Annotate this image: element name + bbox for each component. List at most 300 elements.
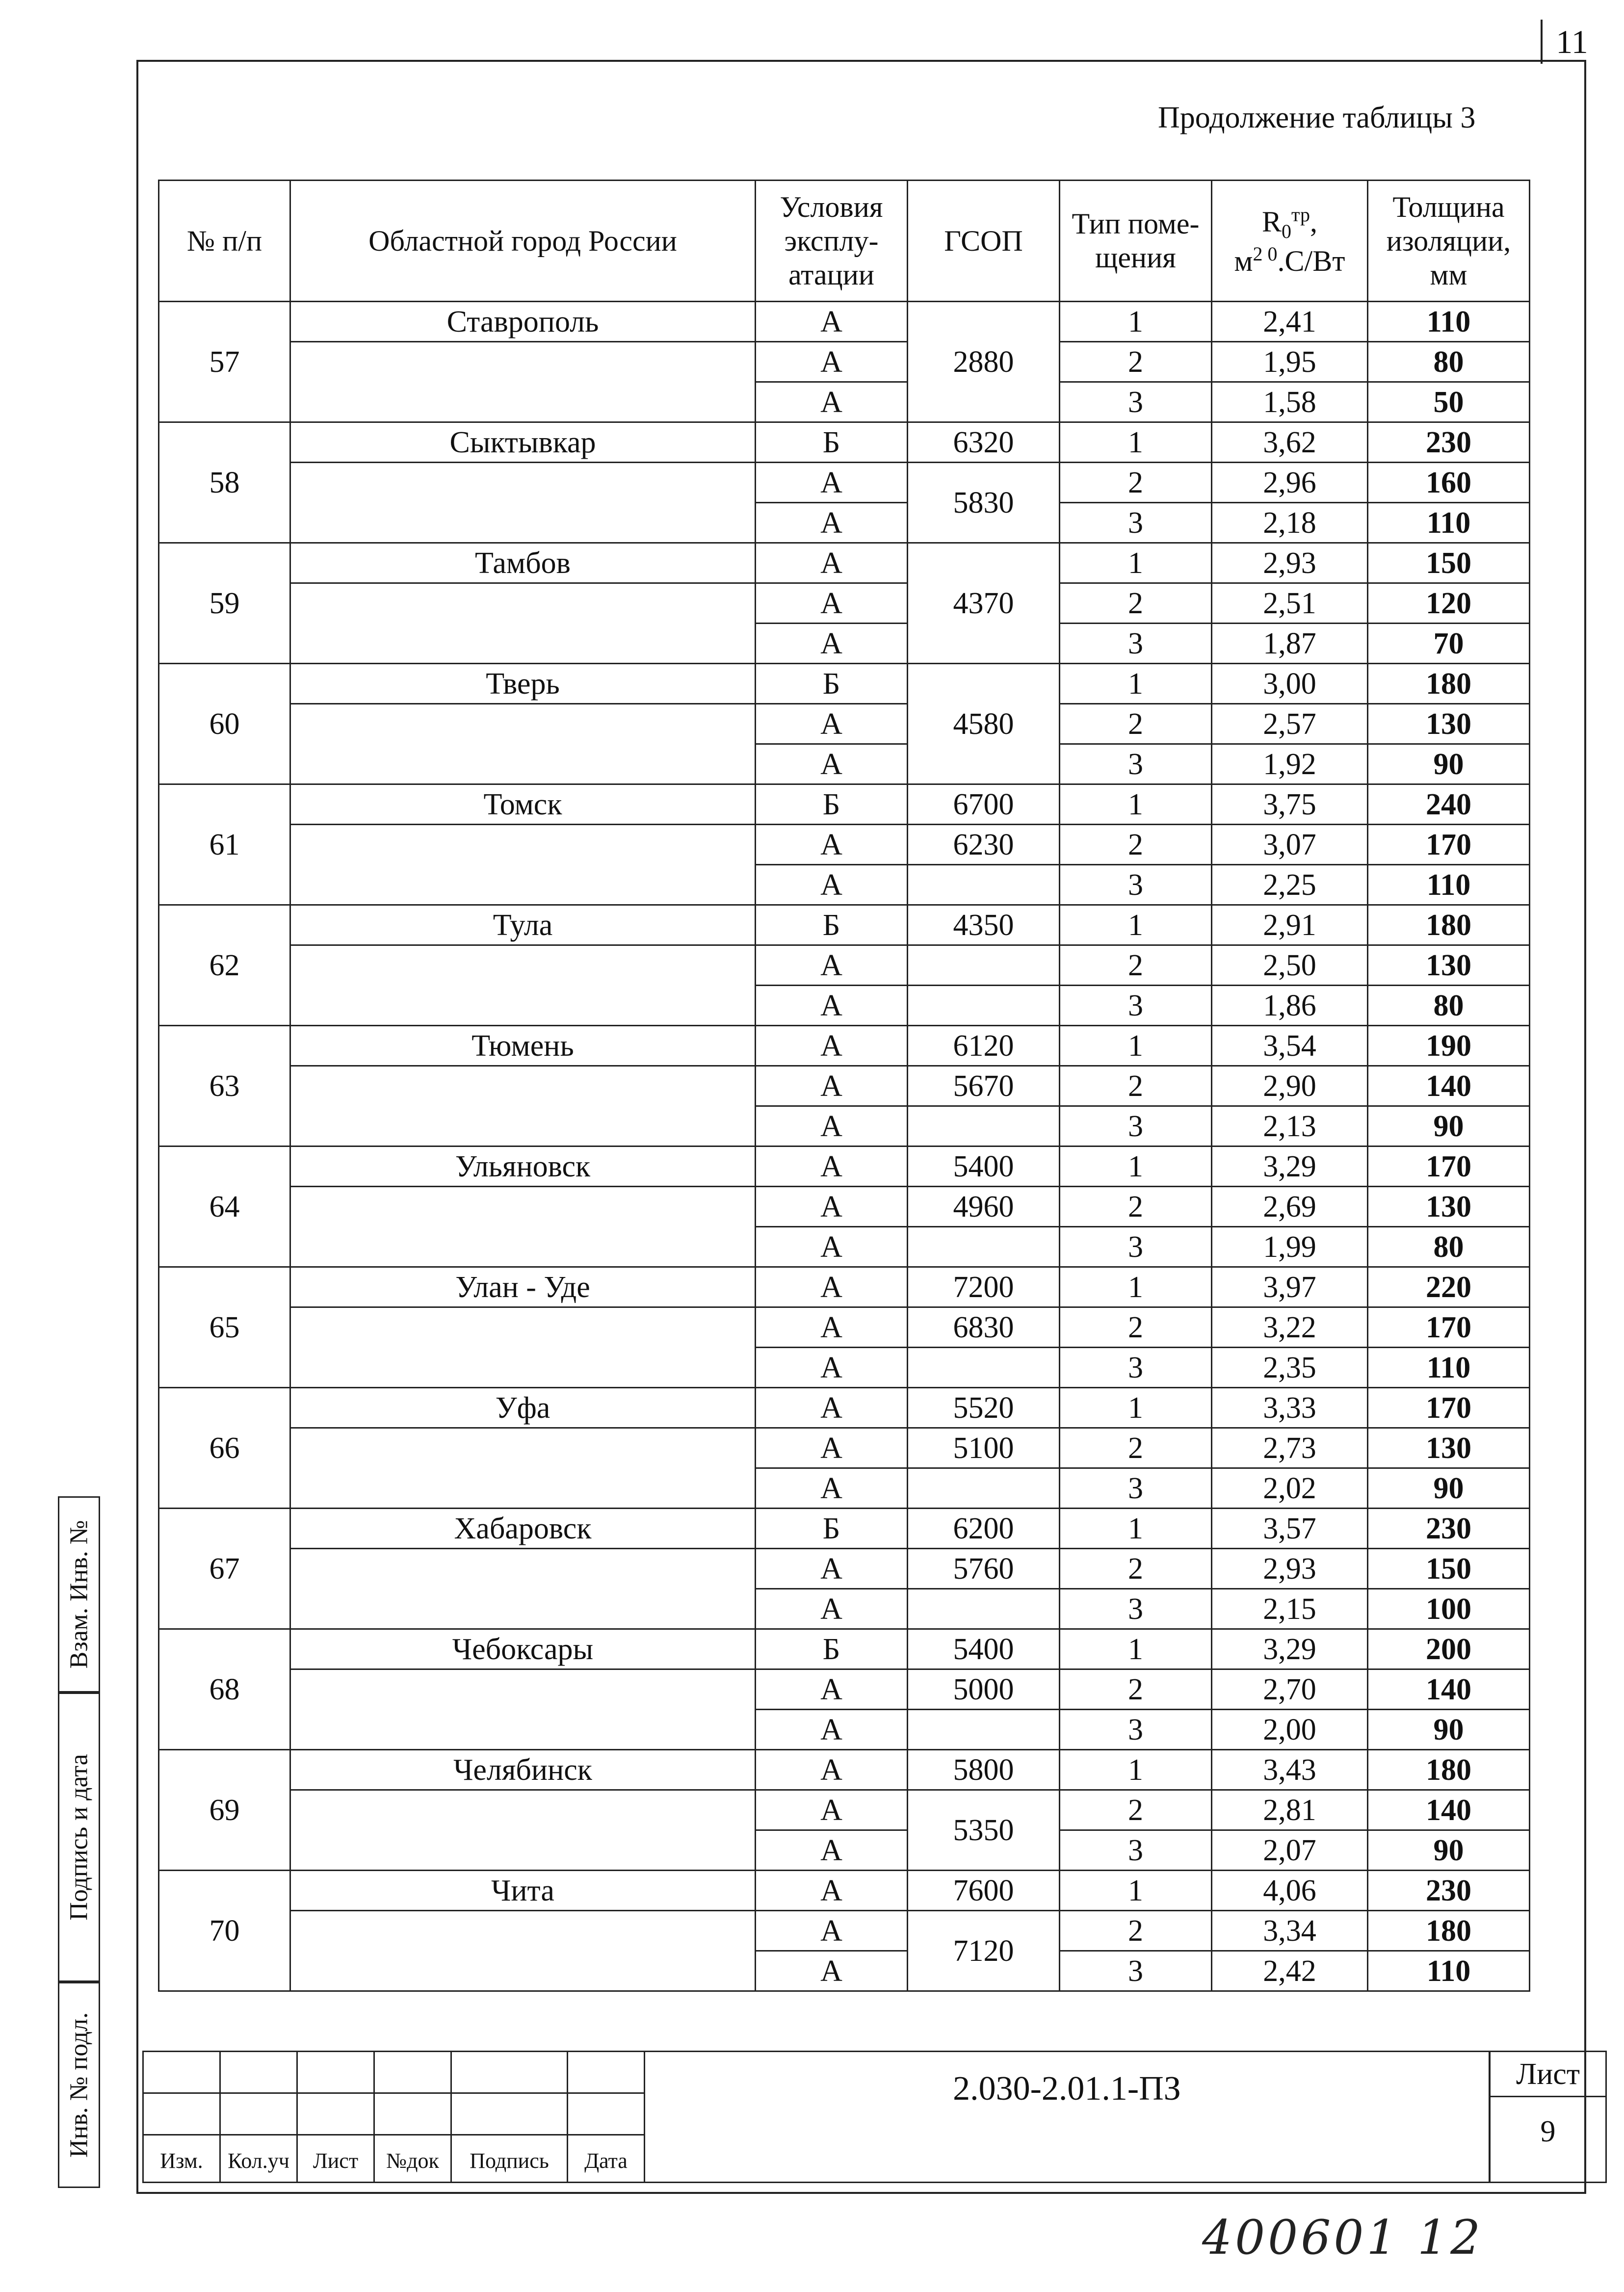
tb-cell (296, 2092, 375, 2136)
thickness-cell: 110 (1368, 302, 1530, 342)
thickness-cell: 90 (1368, 1710, 1530, 1750)
thickness-cell: 110 (1368, 1951, 1530, 1991)
gsop-cell (908, 986, 1060, 1026)
r0-cell: 1,86 (1212, 986, 1368, 1026)
conditions-cell: Б (756, 664, 908, 704)
sidebar-podpis-box (58, 1693, 100, 1982)
gsop-cell: 4370 (908, 543, 1060, 664)
thickness-cell: 170 (1368, 1146, 1530, 1187)
thickness-cell: 190 (1368, 1026, 1530, 1066)
city-empty (290, 1307, 756, 1388)
room-type-cell: 1 (1060, 664, 1212, 704)
room-type-cell: 3 (1060, 1951, 1212, 1991)
row-number: 66 (159, 1388, 290, 1509)
r0-cell: 1,92 (1212, 744, 1368, 784)
thickness-cell: 70 (1368, 624, 1530, 664)
conditions-cell: А (756, 825, 908, 865)
room-type-cell: 3 (1060, 744, 1212, 784)
table-row (159, 1509, 1530, 1549)
tb-cell (373, 2092, 452, 2136)
table-row (159, 583, 1530, 624)
room-type-cell: 1 (1060, 302, 1212, 342)
r0-cell: 3,34 (1212, 1911, 1368, 1951)
table-row (159, 1790, 1530, 1830)
table-row (159, 543, 1530, 583)
city-name: Тула (290, 905, 756, 945)
conditions-cell: А (756, 744, 908, 784)
room-type-cell: 3 (1060, 1830, 1212, 1871)
city-empty (290, 1549, 756, 1629)
r0-cell: 1,58 (1212, 382, 1368, 422)
thickness-cell: 230 (1368, 1509, 1530, 1549)
r0-cell: 3,00 (1212, 664, 1368, 704)
conditions-cell: А (756, 302, 908, 342)
r0-cell: 2,90 (1212, 1066, 1368, 1106)
gsop-cell (908, 1106, 1060, 1146)
room-type-cell: 1 (1060, 1267, 1212, 1307)
room-type-cell: 1 (1060, 1509, 1212, 1549)
tb-list-label: Лист (296, 2134, 375, 2183)
thickness-cell: 130 (1368, 945, 1530, 986)
thickness-cell: 90 (1368, 1830, 1530, 1871)
conditions-cell: А (756, 1428, 908, 1468)
thickness-cell: 80 (1368, 342, 1530, 382)
r0-cell: 2,15 (1212, 1589, 1368, 1629)
r0-cell: 3,75 (1212, 784, 1368, 825)
conditions-cell: Б (756, 1629, 908, 1669)
tb-izm-label: Изм. (142, 2134, 221, 2183)
handwritten-number: 400601 12 (1202, 2210, 1484, 2265)
gsop-cell: 6700 (908, 784, 1060, 825)
room-type-cell: 2 (1060, 1669, 1212, 1710)
city-name: Челябинск (290, 1750, 756, 1790)
table-row (159, 463, 1530, 503)
gsop-cell: 5000 (908, 1669, 1060, 1710)
thickness-cell: 170 (1368, 1388, 1530, 1428)
city-empty (290, 463, 756, 543)
table-row (159, 1388, 1530, 1428)
room-type-cell: 3 (1060, 1106, 1212, 1146)
thickness-cell: 110 (1368, 1348, 1530, 1388)
room-type-cell: 1 (1060, 784, 1212, 825)
conditions-cell: А (756, 1710, 908, 1750)
conditions-cell: А (756, 1790, 908, 1830)
sidebar-vzam-label: Взам. Инв. № (65, 1520, 93, 1669)
city-name: Уфа (290, 1388, 756, 1428)
city-empty (290, 1669, 756, 1750)
conditions-cell: А (756, 1267, 908, 1307)
thickness-cell: 80 (1368, 986, 1530, 1026)
r0-cell: 1,95 (1212, 342, 1368, 382)
city-empty (290, 583, 756, 664)
room-type-cell: 1 (1060, 905, 1212, 945)
gsop-cell: 7120 (908, 1911, 1060, 1991)
city-empty (290, 945, 756, 1026)
thickness-cell: 160 (1368, 463, 1530, 503)
gsop-cell: 5800 (908, 1750, 1060, 1790)
tb-podpis-label: Подпись (450, 2134, 568, 2183)
table-row (159, 664, 1530, 704)
room-type-cell: 3 (1060, 382, 1212, 422)
room-type-cell: 3 (1060, 986, 1212, 1026)
thickness-cell: 180 (1368, 664, 1530, 704)
header-thickness: Толщина изоляции, мм (1368, 181, 1530, 302)
table-row (159, 1066, 1530, 1106)
table-continuation-caption: Продолжение таблицы 3 (1158, 101, 1476, 134)
conditions-cell: А (756, 1911, 908, 1951)
room-type-cell: 1 (1060, 1388, 1212, 1428)
row-number: 59 (159, 543, 290, 664)
gsop-cell: 4350 (908, 905, 1060, 945)
room-type-cell: 1 (1060, 543, 1212, 583)
thickness-cell: 120 (1368, 583, 1530, 624)
city-empty (290, 825, 756, 905)
table-row (159, 422, 1530, 463)
room-type-cell: 3 (1060, 624, 1212, 664)
room-type-cell: 3 (1060, 1227, 1212, 1267)
conditions-cell: А (756, 865, 908, 905)
r0-cell: 2,25 (1212, 865, 1368, 905)
table-row (159, 1026, 1530, 1066)
city-empty (290, 1066, 756, 1146)
thickness-cell: 130 (1368, 1187, 1530, 1227)
gsop-cell (908, 1710, 1060, 1750)
conditions-cell: А (756, 1871, 908, 1911)
row-number: 58 (159, 422, 290, 543)
conditions-cell: А (756, 1187, 908, 1227)
gsop-cell: 4960 (908, 1187, 1060, 1227)
room-type-cell: 1 (1060, 1871, 1212, 1911)
room-type-cell: 1 (1060, 1146, 1212, 1187)
r0-cell: 3,29 (1212, 1629, 1368, 1669)
gsop-cell: 6200 (908, 1509, 1060, 1549)
room-type-cell: 2 (1060, 1066, 1212, 1106)
thickness-cell: 90 (1368, 1468, 1530, 1509)
thickness-cell: 90 (1368, 1106, 1530, 1146)
thickness-cell: 80 (1368, 1227, 1530, 1267)
table-row (159, 1146, 1530, 1187)
conditions-cell: А (756, 583, 908, 624)
room-type-cell: 1 (1060, 1750, 1212, 1790)
gsop-cell (908, 945, 1060, 986)
city-name: Тверь (290, 664, 756, 704)
tb-cell (567, 2051, 645, 2094)
conditions-cell: А (756, 1146, 908, 1187)
r0-cell: 2,41 (1212, 302, 1368, 342)
r0-cell: 2,57 (1212, 704, 1368, 744)
tb-cell (219, 2092, 298, 2136)
room-type-cell: 2 (1060, 1911, 1212, 1951)
table-row (159, 1750, 1530, 1790)
room-type-cell: 1 (1060, 1629, 1212, 1669)
r0-cell: 2,02 (1212, 1468, 1368, 1509)
conditions-cell: А (756, 1348, 908, 1388)
conditions-cell: А (756, 1951, 908, 1991)
thickness-cell: 140 (1368, 1790, 1530, 1830)
conditions-cell: А (756, 463, 908, 503)
r0-cell: 3,43 (1212, 1750, 1368, 1790)
gsop-cell: 6120 (908, 1026, 1060, 1066)
city-name: Сыктывкар (290, 422, 756, 463)
tb-cell (450, 2092, 568, 2136)
conditions-cell: А (756, 1026, 908, 1066)
table-row (159, 1428, 1530, 1468)
table-row (159, 704, 1530, 744)
room-type-cell: 2 (1060, 1187, 1212, 1227)
conditions-cell: Б (756, 905, 908, 945)
sidebar-vzam-box (58, 1496, 100, 1693)
room-type-cell: 2 (1060, 342, 1212, 382)
sheet-number: 9 (1489, 2096, 1607, 2183)
thickness-cell: 150 (1368, 1549, 1530, 1589)
city-empty (290, 1911, 756, 1991)
thickness-cell: 220 (1368, 1267, 1530, 1307)
sidebar-inv-box (58, 1982, 100, 2188)
conditions-cell: А (756, 1468, 908, 1509)
header-gsop: ГСОП (908, 181, 1060, 302)
row-number: 68 (159, 1629, 290, 1750)
r0-cell: 4,06 (1212, 1871, 1368, 1911)
city-empty (290, 1187, 756, 1267)
conditions-cell: А (756, 624, 908, 664)
gsop-cell: 5830 (908, 463, 1060, 543)
r0-cell: 3,07 (1212, 825, 1368, 865)
r0-cell: 2,18 (1212, 503, 1368, 543)
r0-cell: 2,81 (1212, 1790, 1368, 1830)
thickness-cell: 180 (1368, 1750, 1530, 1790)
conditions-cell: А (756, 1549, 908, 1589)
r0-cell: 3,57 (1212, 1509, 1368, 1549)
gsop-cell: 4580 (908, 664, 1060, 784)
gsop-cell: 5100 (908, 1428, 1060, 1468)
conditions-cell: А (756, 1066, 908, 1106)
thickness-cell: 170 (1368, 825, 1530, 865)
conditions-cell: А (756, 1669, 908, 1710)
gsop-cell: 7200 (908, 1267, 1060, 1307)
conditions-cell: Б (756, 422, 908, 463)
row-number: 67 (159, 1509, 290, 1629)
thickness-cell: 140 (1368, 1669, 1530, 1710)
row-number: 62 (159, 905, 290, 1026)
conditions-cell: А (756, 1589, 908, 1629)
tb-cell (142, 2092, 221, 2136)
tb-cell (373, 2051, 452, 2094)
thickness-cell: 240 (1368, 784, 1530, 825)
conditions-cell: А (756, 986, 908, 1026)
city-empty (290, 704, 756, 784)
r0-cell: 2,00 (1212, 1710, 1368, 1750)
city-name: Хабаровск (290, 1509, 756, 1549)
r0-cell: 2,69 (1212, 1187, 1368, 1227)
gsop-cell (908, 1468, 1060, 1509)
header-r0: $R_0^{тр}$, $м^{2 0}.С/Вт$ (1212, 181, 1368, 302)
table-row (159, 1307, 1530, 1348)
r0-cell: 3,62 (1212, 422, 1368, 463)
row-number: 70 (159, 1871, 290, 1991)
room-type-cell: 1 (1060, 1026, 1212, 1066)
gsop-cell (908, 865, 1060, 905)
table-row (159, 945, 1530, 986)
gsop-cell: 5400 (908, 1146, 1060, 1187)
header-conditions: Условия эксплу-атации (756, 181, 908, 302)
gsop-cell (908, 1348, 1060, 1388)
r0-cell: 2,35 (1212, 1348, 1368, 1388)
city-name: Улан - Уде (290, 1267, 756, 1307)
tb-cell (142, 2051, 221, 2094)
r0-cell: 2,93 (1212, 1549, 1368, 1589)
tb-cell (219, 2051, 298, 2094)
thickness-cell: 180 (1368, 1911, 1530, 1951)
row-number: 69 (159, 1750, 290, 1871)
conditions-cell: А (756, 1388, 908, 1428)
thickness-cell: 180 (1368, 905, 1530, 945)
table-row (159, 1871, 1530, 1911)
r0-cell: 2,70 (1212, 1669, 1368, 1710)
room-type-cell: 2 (1060, 1549, 1212, 1589)
room-type-cell: 3 (1060, 503, 1212, 543)
gsop-cell (908, 1589, 1060, 1629)
tb-data-label: Дата (567, 2134, 645, 2183)
tb-cell (567, 2092, 645, 2136)
header-city: Областной город России (290, 181, 756, 302)
sidebar-inv-label: Инв. № подл. (65, 2012, 93, 2158)
room-type-cell: 3 (1060, 1468, 1212, 1509)
gsop-cell: 7600 (908, 1871, 1060, 1911)
table-row (159, 825, 1530, 865)
thickness-cell: 230 (1368, 422, 1530, 463)
gsop-cell: 6320 (908, 422, 1060, 463)
r0-cell: 1,87 (1212, 624, 1368, 664)
r0-cell: 3,54 (1212, 1026, 1368, 1066)
gsop-cell: 5350 (908, 1790, 1060, 1871)
thickness-cell: 130 (1368, 704, 1530, 744)
r0-cell: 2,96 (1212, 463, 1368, 503)
tb-kol-label: Кол.уч (219, 2134, 298, 2183)
tb-ndok-label: №док (373, 2134, 452, 2183)
title-block (142, 2051, 1607, 2188)
conditions-cell: А (756, 945, 908, 986)
table-row (159, 784, 1530, 825)
conditions-cell: А (756, 1106, 908, 1146)
table-row (159, 1911, 1530, 1951)
thickness-cell: 50 (1368, 382, 1530, 422)
thickness-cell: 170 (1368, 1307, 1530, 1348)
thickness-cell: 90 (1368, 744, 1530, 784)
thickness-cell: 230 (1368, 1871, 1530, 1911)
city-name: Чита (290, 1871, 756, 1911)
gsop-cell (908, 1227, 1060, 1267)
gsop-cell: 5760 (908, 1549, 1060, 1589)
thickness-cell: 130 (1368, 1428, 1530, 1468)
city-empty (290, 1428, 756, 1509)
r0-cell: 2,13 (1212, 1106, 1368, 1146)
conditions-cell: А (756, 342, 908, 382)
gsop-cell: 5670 (908, 1066, 1060, 1106)
city-empty (290, 342, 756, 422)
sidebar-podpis-label: Подпись и дата (65, 1754, 93, 1921)
table-row (159, 342, 1530, 382)
city-name: Ульяновск (290, 1146, 756, 1187)
tb-cell (296, 2051, 375, 2094)
row-number: 60 (159, 664, 290, 784)
table-row (159, 1669, 1530, 1710)
gsop-cell: 6830 (908, 1307, 1060, 1348)
header-room-type: Тип поме-щения (1060, 181, 1212, 302)
table-row (159, 1187, 1530, 1227)
r0-cell: 3,22 (1212, 1307, 1368, 1348)
r0-cell: 2,50 (1212, 945, 1368, 986)
thickness-cell: 100 (1368, 1589, 1530, 1629)
table-row (159, 302, 1530, 342)
gsop-cell: 5520 (908, 1388, 1060, 1428)
thickness-cell: 110 (1368, 503, 1530, 543)
table-row (159, 1549, 1530, 1589)
gsop-cell: 2880 (908, 302, 1060, 422)
room-type-cell: 3 (1060, 1710, 1212, 1750)
room-type-cell: 2 (1060, 945, 1212, 986)
room-type-cell: 2 (1060, 1307, 1212, 1348)
row-number: 63 (159, 1026, 290, 1146)
tb-cell (450, 2051, 568, 2094)
room-type-cell: 3 (1060, 1589, 1212, 1629)
r0-cell: 2,73 (1212, 1428, 1368, 1468)
city-name: Чебоксары (290, 1629, 756, 1669)
conditions-cell: Б (756, 1509, 908, 1549)
r0-cell: 3,29 (1212, 1146, 1368, 1187)
city-empty (290, 1790, 756, 1871)
city-name: Тамбов (290, 543, 756, 583)
room-type-cell: 2 (1060, 1790, 1212, 1830)
room-type-cell: 1 (1060, 422, 1212, 463)
row-number: 57 (159, 302, 290, 422)
conditions-cell: Б (756, 784, 908, 825)
conditions-cell: А (756, 1750, 908, 1790)
r0-cell: 2,93 (1212, 543, 1368, 583)
r0-cell: 2,42 (1212, 1951, 1368, 1991)
city-name: Томск (290, 784, 756, 825)
row-number: 65 (159, 1267, 290, 1388)
room-type-cell: 3 (1060, 1348, 1212, 1388)
conditions-cell: А (756, 1227, 908, 1267)
r0-cell: 3,97 (1212, 1267, 1368, 1307)
room-type-cell: 2 (1060, 1428, 1212, 1468)
header-num: № п/п (159, 181, 290, 302)
r0-cell: 3,33 (1212, 1388, 1368, 1428)
city-name: Ставрополь (290, 302, 756, 342)
document-code: 2.030-2.01.1-ПЗ (644, 2051, 1490, 2183)
room-type-cell: 2 (1060, 583, 1212, 624)
city-name: Тюмень (290, 1026, 756, 1066)
row-number: 61 (159, 784, 290, 905)
thickness-cell: 140 (1368, 1066, 1530, 1106)
conditions-cell: А (756, 503, 908, 543)
sheet-label: Лист (1489, 2051, 1607, 2097)
room-type-cell: 3 (1060, 865, 1212, 905)
room-type-cell: 2 (1060, 825, 1212, 865)
r0-cell: 2,91 (1212, 905, 1368, 945)
r0-cell: 2,51 (1212, 583, 1368, 624)
row-number: 64 (159, 1146, 290, 1267)
conditions-cell: А (756, 543, 908, 583)
table-row (159, 1629, 1530, 1669)
room-type-cell: 2 (1060, 704, 1212, 744)
table-row (159, 905, 1530, 945)
gsop-cell: 5400 (908, 1629, 1060, 1669)
thickness-cell: 110 (1368, 865, 1530, 905)
r0-cell: 2,07 (1212, 1830, 1368, 1871)
room-type-cell: 2 (1060, 463, 1212, 503)
r0-cell: 1,99 (1212, 1227, 1368, 1267)
